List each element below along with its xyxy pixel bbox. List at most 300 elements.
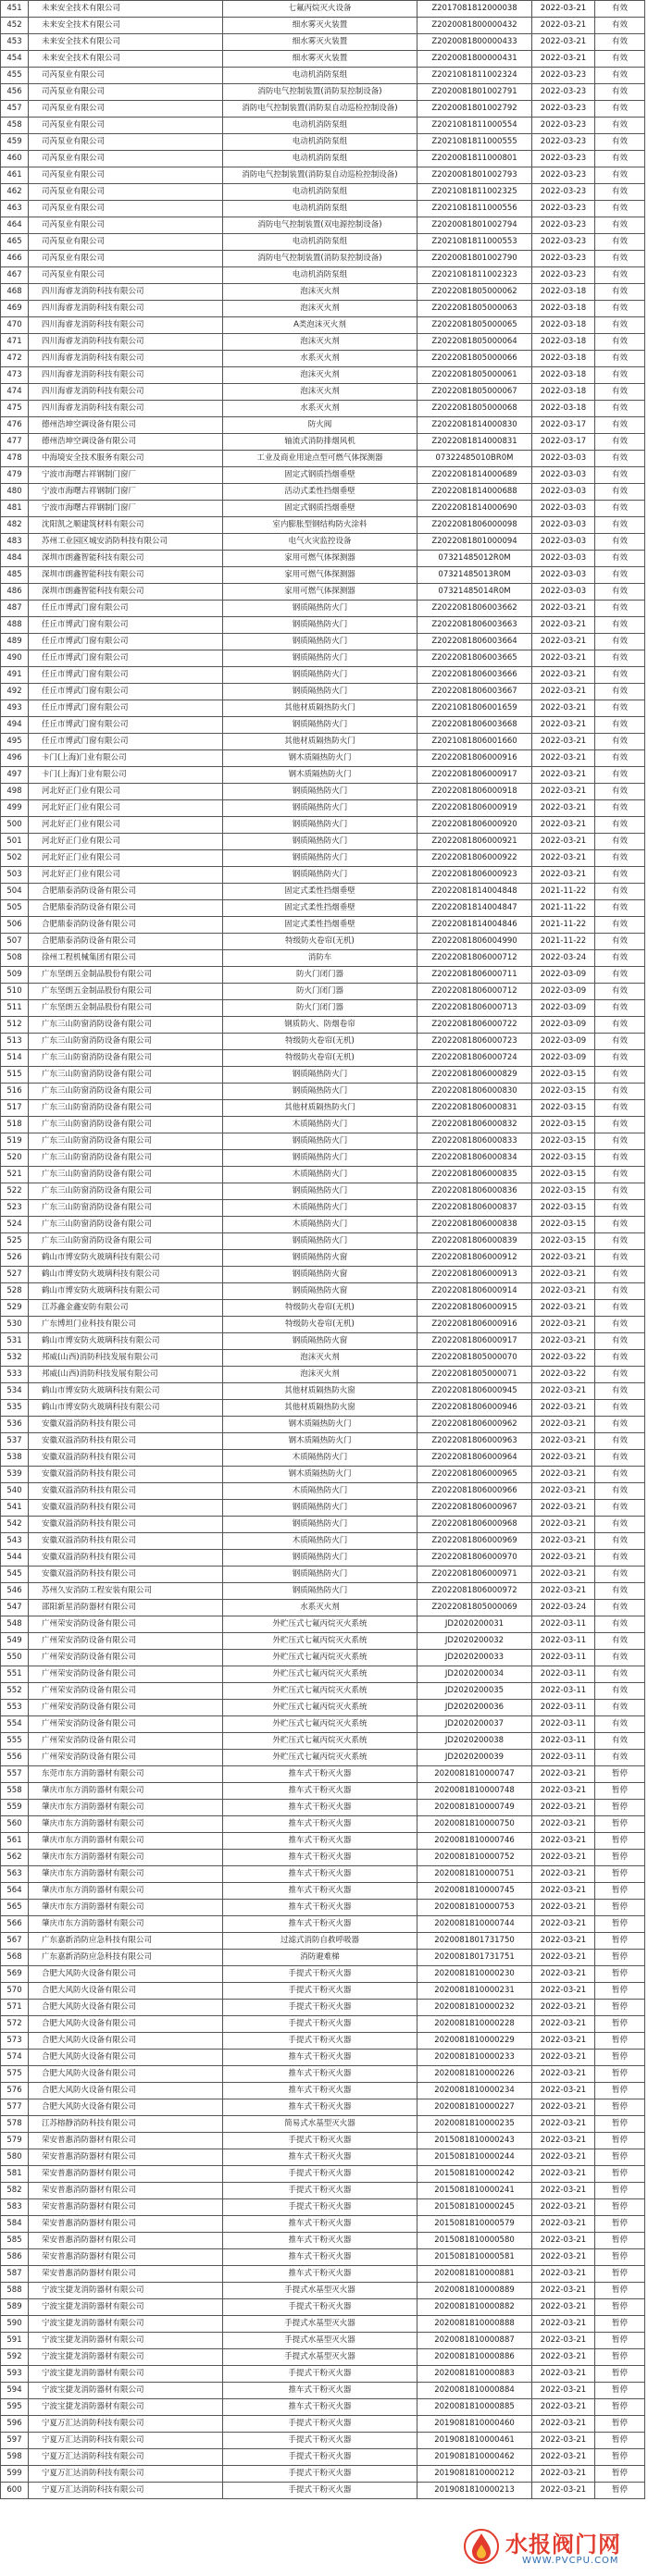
status: 有效: [595, 984, 645, 1000]
row-number: 481: [1, 501, 29, 517]
issue-date: 2022-03-03: [532, 501, 595, 517]
company-name: 肇庆市东方消防器材有限公司: [29, 1916, 223, 1933]
certificate-number: Z2022081806000914: [417, 1283, 532, 1300]
company-name: 合肥鼎泰消防设备有限公司: [29, 884, 223, 900]
product-name: 木质隔热防火门: [223, 1450, 417, 1467]
company-name: 安徽双溢消防科技有限公司: [29, 1517, 223, 1533]
issue-date: 2022-03-18: [532, 334, 595, 351]
product-name: 细水雾灭火装置: [223, 34, 417, 51]
table-row: [1, 700, 645, 717]
issue-date: 2022-03-21: [532, 2083, 595, 2099]
table-row: [1, 1683, 645, 1700]
issue-date: 2022-03-23: [532, 84, 595, 101]
product-name: 推车式干粉灭火器: [223, 2216, 417, 2233]
product-name: 消防电气控制装置(消防泵控制设备): [223, 84, 417, 101]
table-row: [1, 1950, 645, 1966]
product-name: 家用可燃气体探测器: [223, 551, 417, 567]
company-name: 合肥鼎泰消防设备有限公司: [29, 900, 223, 917]
row-number: 464: [1, 217, 29, 234]
table-row: [1, 1050, 645, 1067]
certificate-number: 2019081810000212: [417, 2466, 532, 2483]
certificate-number: 2020081810000888: [417, 2316, 532, 2333]
product-name: 手提式干粉灭火器: [223, 2016, 417, 2033]
table-row: [1, 2433, 645, 2449]
certificate-number: 2020081810000884: [417, 2383, 532, 2399]
status: 暂停: [595, 2349, 645, 2366]
product-name: 泡沫灭火剂: [223, 301, 417, 317]
row-number: 467: [1, 267, 29, 284]
row-number: 547: [1, 1600, 29, 1616]
issue-date: 2022-03-21: [532, 2116, 595, 2133]
table-row: [1, 1267, 645, 1283]
product-name: 固定式柔性挡烟垂壁: [223, 884, 417, 900]
status: 有效: [595, 650, 645, 667]
product-name: 手提式水基型灭火器: [223, 2316, 417, 2333]
issue-date: 2022-03-03: [532, 584, 595, 601]
row-number: 454: [1, 51, 29, 68]
issue-date: 2022-03-21: [532, 1283, 595, 1300]
table-row: [1, 1250, 645, 1267]
product-name: 家用可燃气体探测器: [223, 584, 417, 601]
status: 有效: [595, 1417, 645, 1433]
row-number: 506: [1, 917, 29, 934]
company-name: 肇庆市东方消防器材有限公司: [29, 1833, 223, 1850]
issue-date: 2022-03-15: [532, 1183, 595, 1200]
product-name: 钢质隔热防火门: [223, 800, 417, 817]
table-row: [1, 2066, 645, 2083]
product-name: 细水雾灭火装置: [223, 51, 417, 68]
company-name: 荣安普惠消防器材有限公司: [29, 2166, 223, 2183]
product-name: 外贮压式七氟丙烷灭火系统: [223, 1716, 417, 1733]
certificate-number: 07321485014R0M: [417, 584, 532, 601]
product-name: 推车式干粉灭火器: [223, 2399, 417, 2416]
issue-date: 2022-03-21: [532, 2199, 595, 2216]
certificate-number: Z2022081806000722: [417, 1017, 532, 1034]
certificate-number: Z2022081806000839: [417, 1233, 532, 1250]
row-number: 592: [1, 2349, 29, 2366]
row-number: 511: [1, 1000, 29, 1017]
product-name: 电动机消防泵组: [223, 68, 417, 84]
status: 有效: [595, 367, 645, 384]
row-number: 453: [1, 34, 29, 51]
issue-date: 2022-03-21: [532, 850, 595, 867]
certificate-number: Z2021081811002324: [417, 68, 532, 84]
company-name: 宁波宝捷龙消防器材有限公司: [29, 2299, 223, 2316]
certificate-number: 2020081801731751: [417, 1950, 532, 1966]
table-row: [1, 1583, 645, 1600]
company-name: 宁夏万汇达消防科技有限公司: [29, 2433, 223, 2449]
issue-date: 2022-03-09: [532, 1017, 595, 1034]
row-number: 597: [1, 2433, 29, 2449]
table-row: [1, 401, 645, 417]
status: 暂停: [595, 2333, 645, 2349]
status: 有效: [595, 1333, 645, 1350]
issue-date: 2022-03-23: [532, 134, 595, 151]
row-number: 585: [1, 2233, 29, 2249]
table-row: [1, 650, 645, 667]
row-number: 515: [1, 1067, 29, 1084]
product-name: 手提式水基型灭火器: [223, 2283, 417, 2299]
row-number: 517: [1, 1100, 29, 1117]
status: 暂停: [595, 1800, 645, 1816]
certificate-number: 2020081810000744: [417, 1916, 532, 1933]
company-name: 安徽双溢消防科技有限公司: [29, 1567, 223, 1583]
certificate-number: Z2022081805000069: [417, 1600, 532, 1616]
row-number: 571: [1, 2000, 29, 2016]
product-name: 防火阀: [223, 417, 417, 434]
status: 有效: [595, 467, 645, 484]
issue-date: 2022-03-15: [532, 1167, 595, 1183]
issue-date: 2022-03-21: [532, 1583, 595, 1600]
status: 有效: [595, 301, 645, 317]
product-name: 钢质隔热防火门: [223, 867, 417, 884]
status: 有效: [595, 1, 645, 18]
row-number: 554: [1, 1716, 29, 1733]
certificate-number: Z2021081806001660: [417, 734, 532, 750]
certificate-number: 2019081810000461: [417, 2433, 532, 2449]
status: 有效: [595, 1050, 645, 1067]
certificate-number: 2020081810000751: [417, 1866, 532, 1883]
certificate-number: Z2022081806000832: [417, 1117, 532, 1133]
company-name: 邵阳新星消防器材有限公司: [29, 1600, 223, 1616]
issue-date: 2022-03-21: [532, 1467, 595, 1483]
product-name: 推车式干粉灭火器: [223, 2266, 417, 2283]
table-row: [1, 1367, 645, 1383]
table-row: [1, 1850, 645, 1866]
row-number: 529: [1, 1300, 29, 1317]
company-name: 司芮泵业有限公司: [29, 184, 223, 201]
table-row: [1, 1450, 645, 1467]
row-number: 516: [1, 1084, 29, 1100]
company-name: 合肥大风防火设备有限公司: [29, 2066, 223, 2083]
certificate-number: 2020081810000750: [417, 1816, 532, 1833]
status: 暂停: [595, 2466, 645, 2483]
company-name: 荣安普惠消防器材有限公司: [29, 2199, 223, 2216]
row-number: 600: [1, 2483, 29, 2499]
product-name: 电动机消防泵组: [223, 118, 417, 134]
row-number: 533: [1, 1367, 29, 1383]
row-number: 460: [1, 151, 29, 167]
table-row: [1, 1233, 645, 1250]
product-name: 木质隔热防火门: [223, 1117, 417, 1133]
row-number: 558: [1, 1783, 29, 1800]
certificate-number: Z2022081806000965: [417, 1467, 532, 1483]
certificate-number: Z2022081806000970: [417, 1550, 532, 1567]
certificate-number: Z2022081806000838: [417, 1217, 532, 1233]
row-number: 555: [1, 1733, 29, 1750]
product-name: 钢质隔热防火门: [223, 717, 417, 734]
issue-date: 2022-03-21: [532, 1966, 595, 1983]
product-name: 钢质隔热防火门: [223, 850, 417, 867]
table-row: [1, 2266, 645, 2283]
company-name: 合肥大风防火设备有限公司: [29, 2050, 223, 2066]
issue-date: 2022-03-21: [532, 2033, 595, 2050]
product-name: 电动机消防泵组: [223, 201, 417, 217]
company-name: 广东坚朗五金制品股份有限公司: [29, 1000, 223, 1017]
table-row: [1, 767, 645, 784]
row-number: 505: [1, 900, 29, 917]
table-row: [1, 850, 645, 867]
company-name: 安徽双溢消防科技有限公司: [29, 1417, 223, 1433]
row-number: 531: [1, 1333, 29, 1350]
row-number: 507: [1, 934, 29, 950]
certificate-number: 2020081810000233: [417, 2050, 532, 2066]
company-name: 广东嘉新消防应急科技有限公司: [29, 1933, 223, 1950]
table-row: [1, 2083, 645, 2099]
status: 暂停: [595, 2449, 645, 2466]
status: 有效: [595, 534, 645, 551]
table-row: [1, 1150, 645, 1167]
certificate-number: 2020081810000886: [417, 2349, 532, 2366]
certificate-number: Z2021081811002325: [417, 184, 532, 201]
product-name: 推车式干粉灭火器: [223, 2099, 417, 2116]
status: 暂停: [595, 2183, 645, 2199]
row-number: 466: [1, 251, 29, 267]
table-row: [1, 2333, 645, 2349]
issue-date: 2022-03-21: [532, 717, 595, 734]
row-number: 574: [1, 2050, 29, 2066]
row-number: 591: [1, 2333, 29, 2349]
company-name: 合肥大风防火设备有限公司: [29, 2099, 223, 2116]
product-name: 电动机消防泵组: [223, 151, 417, 167]
table-row: [1, 817, 645, 834]
table-row: [1, 51, 645, 68]
certificate-number: Z2022081806000946: [417, 1400, 532, 1417]
certificate-number: Z2022081806000920: [417, 817, 532, 834]
table-row: [1, 68, 645, 84]
product-name: 手提式干粉灭火器: [223, 2033, 417, 2050]
certificate-number: 2015081810000579: [417, 2216, 532, 2233]
issue-date: 2022-03-09: [532, 1050, 595, 1067]
issue-date: 2022-03-21: [532, 650, 595, 667]
status: 有效: [595, 334, 645, 351]
certificate-number: Z2022081806000945: [417, 1383, 532, 1400]
table-row: [1, 2033, 645, 2050]
status: 暂停: [595, 2000, 645, 2016]
certificate-number: Z2022081805000065: [417, 317, 532, 334]
status: 有效: [595, 1500, 645, 1517]
certificate-number: Z2022081805000067: [417, 384, 532, 401]
issue-date: 2022-03-21: [532, 1866, 595, 1883]
status: 有效: [595, 950, 645, 967]
status: 有效: [595, 700, 645, 717]
company-name: 鹤山市博安防火玻璃科技有限公司: [29, 1383, 223, 1400]
status: 有效: [595, 817, 645, 834]
table-row: [1, 1550, 645, 1567]
issue-date: 2022-03-15: [532, 1100, 595, 1117]
row-number: 487: [1, 601, 29, 617]
status: 有效: [595, 784, 645, 800]
row-number: 521: [1, 1167, 29, 1183]
table-row: [1, 184, 645, 201]
company-name: 广东三山防窗消防设备有限公司: [29, 1050, 223, 1067]
certificate-number: 2015081810000243: [417, 2133, 532, 2149]
issue-date: 2022-03-21: [532, 1816, 595, 1833]
row-number: 497: [1, 767, 29, 784]
certificate-number: 2019081810000213: [417, 2483, 532, 2499]
row-number: 546: [1, 1583, 29, 1600]
issue-date: 2022-03-21: [532, 2166, 595, 2183]
status: 暂停: [595, 2283, 645, 2299]
company-name: 鹤山市博安防火玻璃科技有限公司: [29, 1250, 223, 1267]
company-name: 任丘市博武门窗有限公司: [29, 650, 223, 667]
status: 有效: [595, 401, 645, 417]
table-row: [1, 917, 645, 934]
table-row: [1, 1133, 645, 1150]
certificate-number: Z2022081806000712: [417, 984, 532, 1000]
row-number: 485: [1, 567, 29, 584]
status: 有效: [595, 184, 645, 201]
company-name: 鹤山市博安防火玻璃科技有限公司: [29, 1400, 223, 1417]
table-row: [1, 1966, 645, 1983]
product-name: 推车式干粉灭火器: [223, 1850, 417, 1866]
certificate-number: JD2020200032: [417, 1633, 532, 1650]
status: 暂停: [595, 2199, 645, 2216]
certificate-number: Z2021081811000556: [417, 201, 532, 217]
issue-date: 2022-03-21: [532, 1417, 595, 1433]
row-number: 478: [1, 451, 29, 467]
issue-date: 2022-03-11: [532, 1750, 595, 1766]
company-name: 安徽双溢消防科技有限公司: [29, 1467, 223, 1483]
issue-date: 2022-03-18: [532, 384, 595, 401]
product-name: 钢质隔热防火门: [223, 667, 417, 684]
row-number: 470: [1, 317, 29, 334]
status: 有效: [595, 1084, 645, 1100]
row-number: 542: [1, 1517, 29, 1533]
row-number: 582: [1, 2183, 29, 2199]
table-row: [1, 317, 645, 334]
issue-date: 2022-03-24: [532, 950, 595, 967]
status: 有效: [595, 68, 645, 84]
company-name: 任丘市博武门窗有限公司: [29, 601, 223, 617]
issue-date: 2022-03-21: [532, 700, 595, 717]
company-name: 广东三山防窗消防设备有限公司: [29, 1133, 223, 1150]
issue-date: 2022-03-03: [532, 484, 595, 501]
row-number: 570: [1, 1983, 29, 2000]
row-number: 583: [1, 2199, 29, 2216]
status: 有效: [595, 167, 645, 184]
certificate-number: Z2022081801000094: [417, 534, 532, 551]
row-number: 580: [1, 2149, 29, 2166]
company-name: 任丘市博武门窗有限公司: [29, 717, 223, 734]
certificate-number: JD2020200034: [417, 1666, 532, 1683]
table-row: [1, 584, 645, 601]
certificate-number: Z2017081812000038: [417, 1, 532, 18]
company-name: 未来安全技术有限公司: [29, 51, 223, 68]
issue-date: 2022-03-21: [532, 1567, 595, 1583]
status: 有效: [595, 767, 645, 784]
product-name: 推车式干粉灭火器: [223, 2083, 417, 2099]
status: 有效: [595, 1317, 645, 1333]
status: 有效: [595, 1067, 645, 1084]
product-name: 钢质隔热防火门: [223, 1067, 417, 1084]
certificate-number: Z2022081805000070: [417, 1350, 532, 1367]
row-number: 549: [1, 1633, 29, 1650]
status: 有效: [595, 1517, 645, 1533]
product-name: 轴流式消防排烟风机: [223, 434, 417, 451]
status: 有效: [595, 18, 645, 34]
product-name: 钢木质隔热防火门: [223, 750, 417, 767]
issue-date: 2022-03-09: [532, 984, 595, 1000]
table-row: [1, 1616, 645, 1633]
issue-date: 2022-03-21: [532, 2249, 595, 2266]
row-number: 472: [1, 351, 29, 367]
table-row: [1, 900, 645, 917]
company-name: 荣安普惠消防器材有限公司: [29, 2216, 223, 2233]
company-name: 宁波宝捷龙消防器材有限公司: [29, 2349, 223, 2366]
certificate-number: 2020081810000752: [417, 1850, 532, 1866]
certificate-number: 2020081810000227: [417, 2099, 532, 2116]
company-name: 东莞市东方消防器材有限公司: [29, 1766, 223, 1783]
table-row: [1, 1866, 645, 1883]
issue-date: 2022-03-21: [532, 767, 595, 784]
status: 有效: [595, 317, 645, 334]
row-number: 491: [1, 667, 29, 684]
status: 暂停: [595, 1900, 645, 1916]
row-number: 581: [1, 2166, 29, 2183]
company-name: 未来安全技术有限公司: [29, 18, 223, 34]
product-name: 泡沫灭火剂: [223, 284, 417, 301]
issue-date: 2022-03-21: [532, 1950, 595, 1966]
table-row: [1, 800, 645, 817]
company-name: 宁波宝捷龙消防器材有限公司: [29, 2316, 223, 2333]
status: 有效: [595, 351, 645, 367]
row-number: 495: [1, 734, 29, 750]
issue-date: 2022-03-23: [532, 151, 595, 167]
certificate-number: 2015081810000581: [417, 2249, 532, 2266]
status: 有效: [595, 800, 645, 817]
table-row: [1, 2233, 645, 2249]
row-number: 575: [1, 2066, 29, 2083]
row-number: 563: [1, 1866, 29, 1883]
product-name: 手提式干粉灭火器: [223, 1983, 417, 2000]
certificate-number: 2020081810000226: [417, 2066, 532, 2083]
issue-date: 2022-03-17: [532, 434, 595, 451]
certificate-number: 2020081810000885: [417, 2399, 532, 2416]
row-number: 548: [1, 1616, 29, 1633]
table-row: [1, 2000, 645, 2016]
product-name: 推车式干粉灭火器: [223, 2383, 417, 2399]
row-number: 539: [1, 1467, 29, 1483]
status: 有效: [595, 1600, 645, 1616]
status: 暂停: [595, 1850, 645, 1866]
issue-date: 2022-03-21: [532, 1933, 595, 1950]
certificate-number: 2015081810000242: [417, 2166, 532, 2183]
table-row: [1, 717, 645, 734]
row-number: 465: [1, 234, 29, 251]
issue-date: 2022-03-21: [532, 784, 595, 800]
table-row: [1, 384, 645, 401]
product-name: 特级防火卷帘(无机): [223, 934, 417, 950]
row-number: 553: [1, 1700, 29, 1716]
status: 暂停: [595, 2033, 645, 2050]
product-name: 推车式干粉灭火器: [223, 2249, 417, 2266]
issue-date: 2022-03-11: [532, 1733, 595, 1750]
row-number: 537: [1, 1433, 29, 1450]
row-number: 565: [1, 1900, 29, 1916]
row-number: 494: [1, 717, 29, 734]
certificate-number: Z2022081806000962: [417, 1417, 532, 1433]
certificate-number: Z2022081806000916: [417, 750, 532, 767]
company-name: 宁夏万汇达消防科技有限公司: [29, 2449, 223, 2466]
product-name: 特级防火卷帘(无机): [223, 1317, 417, 1333]
company-name: 广州荣安消防设备有限公司: [29, 1700, 223, 1716]
company-name: 广东博坦门业科技有限公司: [29, 1317, 223, 1333]
product-name: 推车式干粉灭火器: [223, 2233, 417, 2249]
status: 暂停: [595, 2383, 645, 2399]
certificate-table-body: [1, 1, 645, 2499]
status: 暂停: [595, 1983, 645, 2000]
